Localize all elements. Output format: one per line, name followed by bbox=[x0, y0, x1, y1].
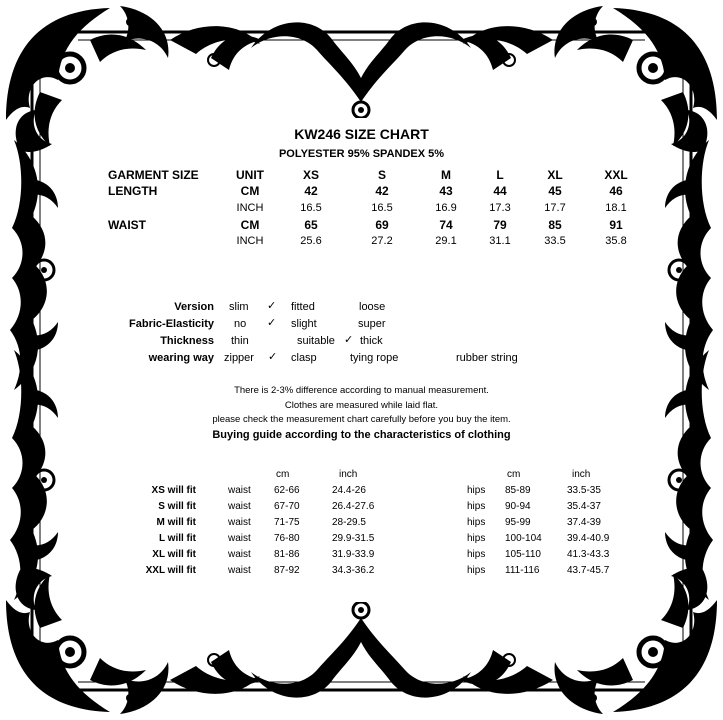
table-cell: 27.2 bbox=[371, 235, 393, 247]
table-cell: 42 bbox=[304, 184, 318, 198]
table-cell: 33.5 bbox=[544, 235, 566, 247]
row-unit-inch: INCH bbox=[236, 202, 264, 214]
guide-size-label: M will fit bbox=[156, 517, 196, 528]
option-thick: thick bbox=[360, 335, 383, 347]
table-cell: 44 bbox=[493, 184, 507, 198]
guide-hips-cm: 111-116 bbox=[505, 565, 540, 576]
table-cell: 74 bbox=[439, 218, 453, 232]
note-check-chart: please check the measurement chart carefully before you buy the item. bbox=[212, 414, 511, 425]
guide-waist-inch: 26.4-27.6 bbox=[332, 501, 375, 512]
row-label-length: LENGTH bbox=[108, 184, 158, 198]
guide-waist-inch: 28-29.5 bbox=[332, 517, 366, 528]
guide-hips-label: hips bbox=[467, 501, 486, 512]
guide-hips-label: hips bbox=[467, 549, 486, 560]
guide-hips-label: hips bbox=[467, 565, 486, 576]
guide-waist-cm: 81-86 bbox=[274, 549, 300, 560]
table-cell: 91 bbox=[609, 218, 623, 232]
guide-col-inch-hips: inch bbox=[572, 469, 591, 480]
buying-guide-title: Buying guide according to the characteristics of clothing bbox=[212, 429, 511, 441]
material-composition: POLYESTER 95% SPANDEX 5% bbox=[278, 148, 445, 160]
guide-hips-label: hips bbox=[467, 533, 486, 544]
check-icon: ✓ bbox=[344, 334, 354, 346]
guide-waist-label: waist bbox=[228, 549, 251, 560]
option-clasp: clasp bbox=[291, 352, 317, 364]
header-size-xs: XS bbox=[302, 168, 319, 182]
row-unit-cm: CM bbox=[240, 218, 260, 232]
table-cell: 43 bbox=[439, 184, 453, 198]
guide-waist-cm: 62-66 bbox=[274, 485, 300, 496]
guide-size-label: L will fit bbox=[158, 533, 196, 544]
guide-hips-inch: 43.7-45.7 bbox=[567, 565, 610, 576]
check-icon: ✓ bbox=[267, 317, 277, 329]
guide-hips-label: hips bbox=[467, 517, 486, 528]
table-cell: 35.8 bbox=[605, 235, 627, 247]
guide-hips-inch: 41.3-43.3 bbox=[567, 549, 610, 560]
label-fabric-elasticity: Fabric-Elasticity bbox=[129, 318, 214, 330]
guide-hips-inch: 37.4-39 bbox=[567, 517, 601, 528]
note-measurement-difference: There is 2-3% difference according to manual measurement. bbox=[234, 385, 489, 396]
option-rubber-string: rubber string bbox=[456, 352, 518, 364]
table-cell: 17.3 bbox=[489, 202, 511, 214]
option-suitable: suitable bbox=[297, 335, 335, 347]
guide-hips-inch: 39.4-40.9 bbox=[567, 533, 610, 544]
row-label-waist: WAIST bbox=[108, 218, 146, 232]
guide-size-label: XS will fit bbox=[151, 485, 196, 496]
guide-hips-cm: 90-94 bbox=[505, 501, 531, 512]
table-cell: 42 bbox=[375, 184, 389, 198]
guide-col-inch-waist: inch bbox=[339, 469, 358, 480]
option-super: super bbox=[358, 318, 386, 330]
guide-col-cm-hips: cm bbox=[507, 469, 521, 480]
guide-waist-label: waist bbox=[228, 485, 251, 496]
header-size-s: S bbox=[377, 168, 386, 182]
guide-hips-inch: 35.4-37 bbox=[567, 501, 601, 512]
guide-size-label: S will fit bbox=[158, 501, 196, 512]
check-icon: ✓ bbox=[267, 300, 277, 312]
table-cell: 85 bbox=[548, 218, 562, 232]
table-cell: 79 bbox=[493, 218, 507, 232]
header-size-xl: XL bbox=[547, 168, 563, 182]
option-thin: thin bbox=[231, 335, 249, 347]
guide-col-cm-waist: cm bbox=[276, 469, 290, 480]
option-fitted: fitted bbox=[291, 301, 315, 313]
guide-waist-inch: 31.9-33.9 bbox=[332, 549, 375, 560]
option-slim: slim bbox=[229, 301, 249, 313]
table-cell: 17.7 bbox=[544, 202, 566, 214]
guide-hips-cm: 100-104 bbox=[505, 533, 542, 544]
guide-waist-label: waist bbox=[228, 565, 251, 576]
guide-hips-cm: 105-110 bbox=[505, 549, 541, 560]
table-cell: 45 bbox=[548, 184, 562, 198]
label-version: Version bbox=[174, 301, 214, 313]
table-cell: 69 bbox=[375, 218, 389, 232]
row-unit-inch: INCH bbox=[236, 235, 264, 247]
guide-waist-label: waist bbox=[228, 533, 251, 544]
guide-waist-inch: 29.9-31.5 bbox=[332, 533, 375, 544]
header-size-xxl: XXL bbox=[604, 168, 628, 182]
option-zipper: zipper bbox=[224, 352, 254, 364]
guide-size-label: XXL will fit bbox=[145, 565, 196, 576]
table-cell: 16.9 bbox=[435, 202, 457, 214]
table-cell: 25.6 bbox=[300, 235, 322, 247]
option-no: no bbox=[234, 318, 247, 330]
guide-waist-cm: 71-75 bbox=[274, 517, 300, 528]
guide-size-label: XL will fit bbox=[152, 549, 196, 560]
note-laid-flat: Clothes are measured while laid flat. bbox=[284, 400, 439, 411]
table-cell: 16.5 bbox=[371, 202, 393, 214]
row-unit-cm: CM bbox=[240, 184, 260, 198]
guide-hips-cm: 85-89 bbox=[505, 485, 531, 496]
guide-hips-cm: 95-99 bbox=[505, 517, 531, 528]
header-size-l: L bbox=[496, 168, 504, 182]
table-cell: 31.1 bbox=[489, 235, 511, 247]
guide-waist-cm: 87-92 bbox=[274, 565, 300, 576]
option-loose: loose bbox=[359, 301, 386, 313]
guide-hips-label: hips bbox=[467, 485, 486, 496]
option-slight: slight bbox=[291, 318, 317, 330]
table-cell: 46 bbox=[609, 184, 623, 198]
label-thickness: Thickness bbox=[160, 335, 214, 347]
chart-title: KW246 SIZE CHART bbox=[294, 126, 429, 142]
table-cell: 29.1 bbox=[435, 235, 457, 247]
table-cell: 16.5 bbox=[300, 202, 322, 214]
guide-waist-inch: 34.3-36.2 bbox=[332, 565, 375, 576]
guide-hips-inch: 33.5-35 bbox=[567, 485, 601, 496]
guide-waist-label: waist bbox=[228, 501, 251, 512]
guide-waist-cm: 76-80 bbox=[274, 533, 300, 544]
guide-waist-label: waist bbox=[228, 517, 251, 528]
check-icon: ✓ bbox=[268, 351, 278, 363]
header-unit: UNIT bbox=[236, 168, 264, 182]
header-size-m: M bbox=[441, 168, 451, 182]
table-cell: 65 bbox=[304, 218, 318, 232]
table-cell: 18.1 bbox=[605, 202, 627, 214]
label-wearing-way: wearing way bbox=[148, 352, 214, 364]
header-garment-size: GARMENT SIZE bbox=[108, 168, 199, 182]
guide-waist-inch: 24.4-26 bbox=[332, 485, 366, 496]
option-tying-rope: tying rope bbox=[350, 352, 399, 364]
guide-waist-cm: 67-70 bbox=[274, 501, 300, 512]
